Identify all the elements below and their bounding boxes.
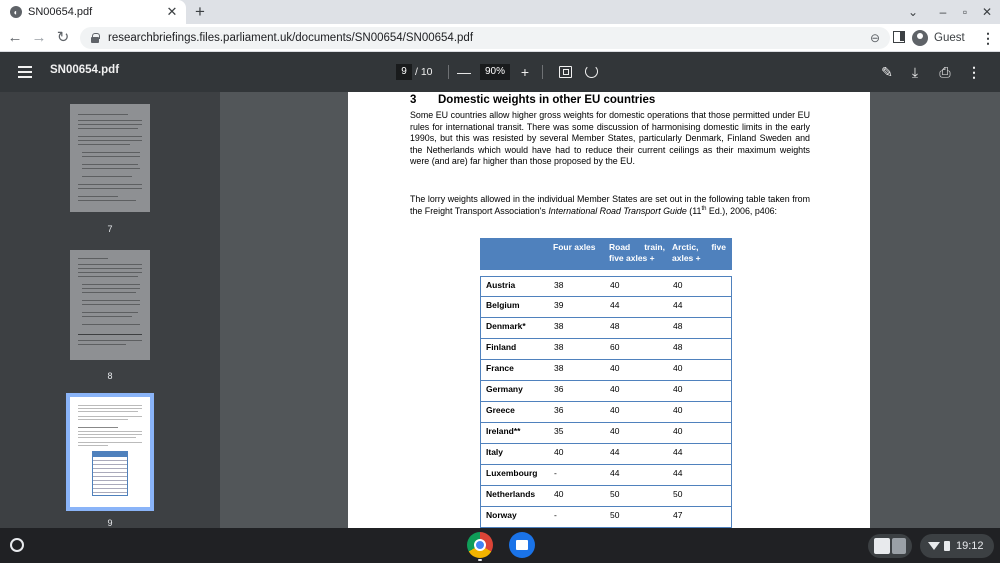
section-number: 3 bbox=[410, 94, 417, 106]
weight-cell: 44 bbox=[673, 447, 683, 457]
weight-cell: - bbox=[554, 468, 557, 478]
weight-cell: 40 bbox=[610, 426, 620, 436]
weight-cell: 40 bbox=[610, 363, 620, 373]
weight-cell: 44 bbox=[673, 468, 683, 478]
side-panel-icon[interactable] bbox=[893, 31, 905, 43]
table-row bbox=[480, 465, 732, 486]
restore-icon[interactable]: ▫ bbox=[962, 5, 968, 19]
country-cell: Netherlands bbox=[486, 489, 536, 499]
rotate-icon[interactable] bbox=[585, 65, 598, 78]
tab-title: SN00654.pdf bbox=[28, 6, 93, 18]
page-total: / 10 bbox=[415, 66, 433, 78]
weight-cell: 40 bbox=[610, 280, 620, 290]
weight-cell: 38 bbox=[554, 363, 564, 373]
weight-cell: 50 bbox=[610, 489, 620, 499]
paragraph-2 bbox=[410, 194, 810, 217]
country-cell: Finland bbox=[486, 342, 517, 352]
weight-cell: 44 bbox=[673, 300, 683, 310]
close-tab-icon[interactable]: ✕ bbox=[166, 4, 178, 19]
tab-active[interactable] bbox=[0, 0, 186, 24]
weight-cell: 36 bbox=[554, 405, 564, 415]
minimize-icon[interactable]: – bbox=[939, 5, 947, 19]
weight-cell: 40 bbox=[673, 363, 683, 373]
paragraph-2-edition: (11 bbox=[686, 205, 702, 216]
forward-icon[interactable]: → bbox=[31, 29, 47, 46]
table-body bbox=[480, 276, 732, 549]
weight-cell: 38 bbox=[554, 280, 564, 290]
weight-cell: 36 bbox=[554, 384, 564, 394]
status-tray[interactable] bbox=[920, 534, 994, 558]
table-row bbox=[480, 297, 732, 318]
document-viewport[interactable] bbox=[220, 92, 1000, 528]
weight-cell: 40 bbox=[673, 384, 683, 394]
battery-icon bbox=[944, 541, 950, 551]
profile-button[interactable] bbox=[912, 28, 965, 48]
avatar-icon bbox=[912, 30, 928, 46]
profile-label: Guest bbox=[934, 32, 965, 44]
globe-icon: ◐ bbox=[10, 6, 22, 18]
back-icon[interactable]: ← bbox=[7, 29, 23, 46]
weight-cell: 38 bbox=[554, 321, 564, 331]
table-row bbox=[480, 381, 732, 402]
browser-menu-icon[interactable]: ⋮ bbox=[981, 30, 995, 46]
table-row bbox=[480, 318, 732, 339]
paragraph-2-end: Ed.), 2006, p406: bbox=[706, 205, 778, 216]
os-shelf bbox=[0, 528, 1000, 563]
page-number-input[interactable]: 9 bbox=[396, 64, 412, 80]
paragraph-2-start: The lorry weights allowed in the individual Member States are set out in the following table taken from the Freight Transport Association's bbox=[410, 194, 810, 216]
thumbnail-sidebar[interactable] bbox=[0, 92, 220, 528]
address-bar[interactable] bbox=[80, 27, 890, 49]
country-cell: Germany bbox=[486, 384, 523, 394]
country-cell: Greece bbox=[486, 405, 515, 415]
zoom-level-input[interactable]: 90% bbox=[480, 64, 510, 80]
table-row bbox=[480, 444, 732, 465]
weight-cell: 44 bbox=[610, 468, 620, 478]
zoom-out-icon[interactable]: — bbox=[457, 64, 471, 80]
country-cell: France bbox=[486, 363, 514, 373]
close-window-icon[interactable]: ✕ bbox=[981, 5, 993, 19]
table-row bbox=[480, 402, 732, 423]
table-row bbox=[480, 507, 732, 528]
weight-cell: 47 bbox=[673, 510, 683, 520]
url-text: researchbriefings.files.parliament.uk/documents/SN00654/SN00654.pdf bbox=[108, 32, 474, 44]
table-row bbox=[480, 339, 732, 360]
country-cell: Luxembourg bbox=[486, 468, 538, 478]
thumbnail-label: 9 bbox=[107, 518, 113, 528]
weight-cell: 35 bbox=[554, 426, 564, 436]
thumbnail-page-9[interactable] bbox=[70, 397, 150, 507]
table-row bbox=[480, 276, 732, 297]
header-arctic: Arctic, five axles + bbox=[672, 242, 726, 263]
table-row bbox=[480, 360, 732, 381]
thumbnail-label: 7 bbox=[107, 224, 113, 234]
reload-icon[interactable]: ↻ bbox=[56, 29, 70, 46]
weight-cell: 44 bbox=[610, 447, 620, 457]
clock: 19:12 bbox=[956, 540, 984, 552]
table-row bbox=[480, 486, 732, 507]
pdf-page bbox=[348, 92, 870, 552]
more-actions-icon[interactable]: ⋮ bbox=[967, 64, 981, 80]
browser-toolbar bbox=[0, 24, 1000, 52]
thumbnail-page-8[interactable] bbox=[70, 250, 150, 360]
toolbar-divider bbox=[448, 65, 449, 79]
weight-cell: 44 bbox=[610, 300, 620, 310]
weight-cell: 38 bbox=[554, 342, 564, 352]
weight-cell: 40 bbox=[554, 489, 564, 499]
tab-strip bbox=[0, 0, 1000, 24]
table-row bbox=[480, 423, 732, 444]
table-header bbox=[480, 238, 732, 270]
files-app-icon[interactable] bbox=[509, 532, 535, 558]
weight-cell: 40 bbox=[673, 280, 683, 290]
wifi-icon bbox=[928, 542, 940, 550]
thumbnail-page-7[interactable] bbox=[70, 104, 150, 212]
weight-cell: - bbox=[554, 510, 557, 520]
weight-cell: 40 bbox=[554, 447, 564, 457]
lock-icon[interactable] bbox=[90, 33, 100, 43]
fit-to-page-icon[interactable] bbox=[559, 66, 572, 78]
section-title: Domestic weights in other EU countries bbox=[438, 94, 656, 106]
weight-cell: 50 bbox=[673, 489, 683, 499]
chrome-app-icon[interactable] bbox=[467, 532, 493, 558]
weight-cell: 48 bbox=[673, 321, 683, 331]
weight-cell: 40 bbox=[610, 405, 620, 415]
pdf-file-name: SN00654.pdf bbox=[50, 64, 120, 76]
tab-search-icon[interactable]: ⌄ bbox=[907, 5, 919, 19]
paragraph-2-edition-suffix: th bbox=[701, 205, 707, 212]
paragraph-2-guide-title: International Road Transport Guide bbox=[548, 205, 687, 216]
weight-cell: 39 bbox=[554, 300, 564, 310]
zoom-indicator-icon[interactable]: ⊖ bbox=[869, 31, 880, 45]
holding-space-icon[interactable] bbox=[868, 534, 912, 558]
paragraph-1: Some EU countries allow higher gross weights for domestic operations that those permitted under EU rules for international transit. There was some discussion of harmonising domestic limits in the early 1990s, but this was resisted by several Member States, particularly Denmark, Finland Sweden and the Netherlands which would have had to reduce their current ceilings as their maximum weights were (and are) far higher than those proposed by the EU. bbox=[410, 110, 810, 166]
weight-cell: 48 bbox=[610, 321, 620, 331]
pdf-toolbar bbox=[0, 52, 1000, 92]
running-indicator bbox=[478, 559, 482, 561]
section-heading bbox=[410, 94, 655, 106]
annotate-pen-icon[interactable]: ✎ bbox=[881, 64, 893, 80]
lorry-weights-table bbox=[480, 238, 732, 549]
toolbar-divider bbox=[542, 65, 543, 79]
header-road-train: Road train, five axles + bbox=[609, 242, 665, 263]
header-four-axles: Four axles bbox=[553, 242, 596, 252]
country-cell: Italy bbox=[486, 447, 504, 457]
country-cell: Ireland** bbox=[486, 426, 521, 436]
thumbnail-label: 8 bbox=[107, 371, 113, 381]
country-cell: Belgium bbox=[486, 300, 520, 310]
weight-cell: 40 bbox=[673, 405, 683, 415]
weight-cell: 40 bbox=[610, 384, 620, 394]
print-icon[interactable]: ⎙ bbox=[939, 64, 951, 80]
download-icon[interactable]: ⤓ bbox=[911, 64, 919, 80]
zoom-in-icon[interactable]: + bbox=[520, 64, 530, 80]
new-tab-button[interactable]: + bbox=[195, 2, 205, 21]
weight-cell: 50 bbox=[610, 510, 620, 520]
weight-cell: 40 bbox=[673, 426, 683, 436]
country-cell: Norway bbox=[486, 510, 517, 520]
weight-cell: 60 bbox=[610, 342, 620, 352]
menu-icon[interactable] bbox=[18, 66, 32, 78]
weight-cell: 48 bbox=[673, 342, 683, 352]
launcher-icon[interactable] bbox=[10, 538, 24, 552]
country-cell: Denmark* bbox=[486, 321, 526, 331]
country-cell: Austria bbox=[486, 280, 516, 290]
